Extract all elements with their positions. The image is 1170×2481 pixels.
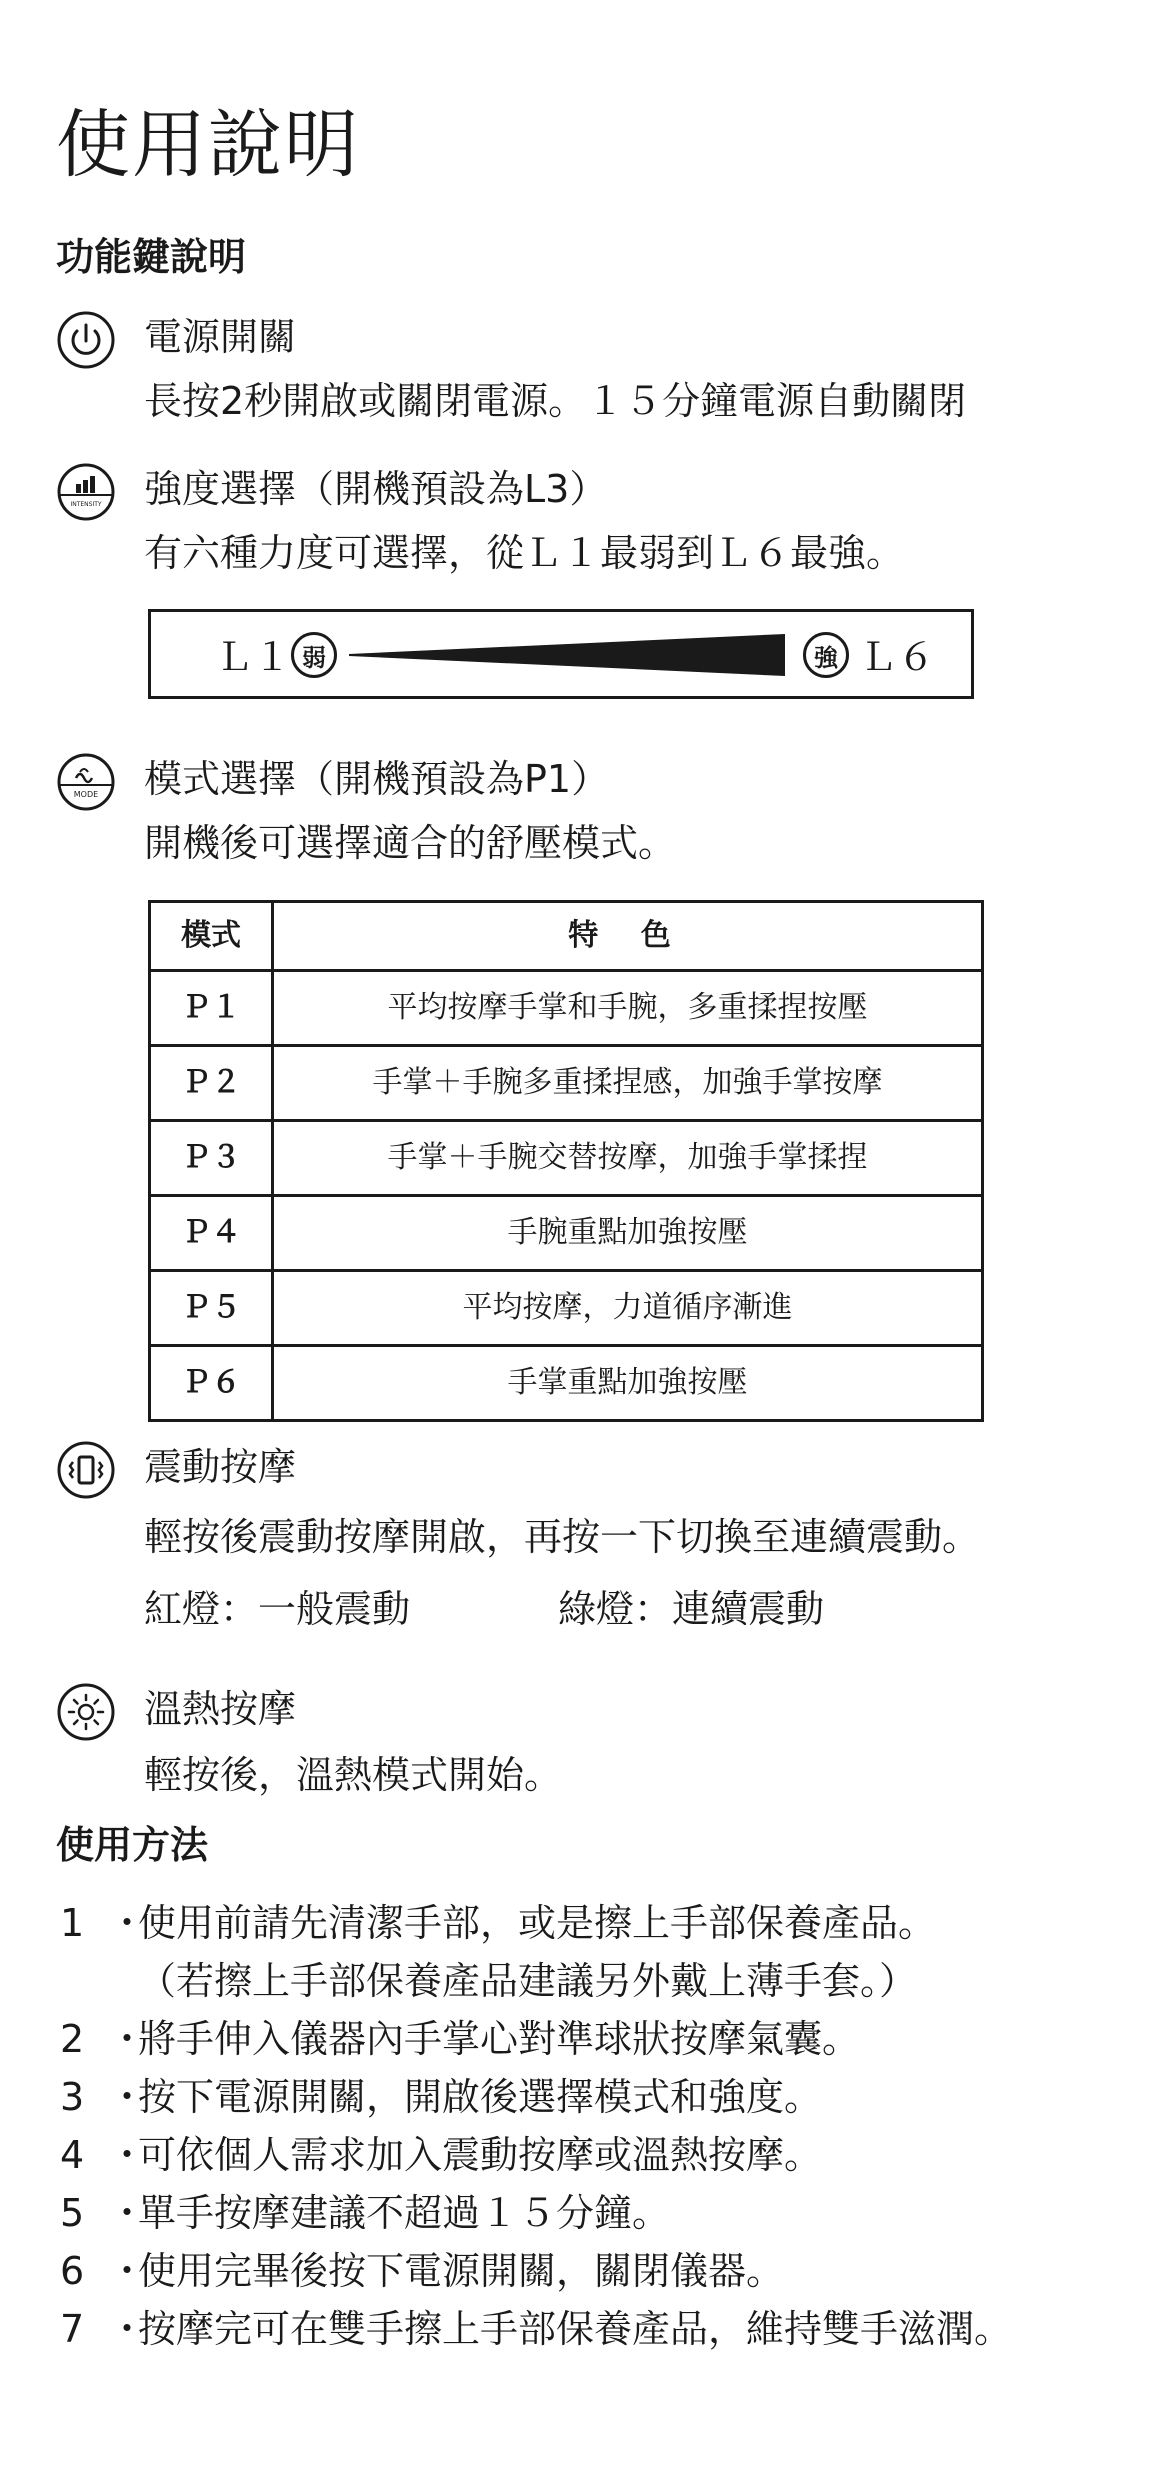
usage-section-heading: 使用方法 [56,1823,209,1867]
feature-cell: 手掌＋手腕多重揉捏感，加強手掌按摩 [273,1046,983,1121]
light-legend [144,1587,825,1631]
mode-cell: Ｐ６ [150,1346,273,1421]
intensity-title: 強度選擇（開機預設為L3） [144,467,608,511]
power-icon [56,310,116,370]
step-number: 1 [60,1901,85,1945]
mode-cell: Ｐ３ [150,1121,273,1196]
step-text: 將手伸入儀器內手掌心對準球狀按摩氣囊。 [138,2017,861,2061]
step-number: 2 [60,2017,85,2061]
step-number: 3 [60,2075,85,2119]
vibration-desc: 輕按後震動按摩開啟，再按一下切換至連續震動。 [144,1515,981,1559]
mode-desc: 開機後可選擇適合的舒壓模式。 [144,821,677,865]
page-title: 使用說明 [56,102,360,188]
mode-icon-label: MODE [73,790,99,799]
step-text: 單手按摩建議不超過１５分鐘。 [138,2191,671,2235]
feature-cell: 平均按摩，力道循序漸進 [273,1271,983,1346]
strong-badge: 強 [803,632,849,678]
step-number: 5 [60,2191,85,2235]
green-light-note: 綠燈：連續震動 [558,1587,825,1631]
intensity-desc: 有六種力度可選擇，從Ｌ１最弱到Ｌ６最強。 [144,531,905,575]
power-desc: 長按2秒開啟或關閉電源。１５分鐘電源自動關閉 [144,379,967,423]
weak-badge: 弱 [291,632,337,678]
step-number: 4 [60,2133,85,2177]
table-row [150,1121,983,1196]
step-text: 按下電源開關，開啟後選擇模式和強度。 [138,2075,823,2119]
mode-cell: Ｐ２ [150,1046,273,1121]
step-separator: ・ [108,2191,147,2235]
sun-icon [56,1682,116,1742]
mode-icon [56,752,116,812]
step-separator: ・ [108,2249,147,2293]
step-separator: ・ [108,2075,147,2119]
function-section-heading: 功能鍵說明 [56,235,247,279]
vibration-icon [56,1440,116,1500]
mode-title: 模式選擇（開機預設為P1） [144,757,610,801]
intensity-bar-min-label: Ｌ１ [215,635,292,679]
heat-title: 溫熱按摩 [144,1687,297,1731]
step-separator: ・ [108,1901,147,1945]
step-separator: ・ [108,2307,147,2351]
table-row [150,971,983,1046]
power-title: 電源開關 [144,315,297,359]
feature-cell: 手掌重點加強按壓 [273,1346,983,1421]
step-text: 使用前請先清潔手部，或是擦上手部保養產品。 [138,1901,937,1945]
mode-cell: Ｐ４ [150,1196,273,1271]
mode-cell: Ｐ１ [150,971,273,1046]
mode-column-header: 模式 [150,902,273,971]
mode-cell: Ｐ５ [150,1271,273,1346]
intensity-icon-label: INTENSITY [70,501,102,508]
step-number: 7 [60,2307,85,2351]
feature-cell: 平均按摩手掌和手腕，多重揉捏按壓 [273,971,983,1046]
feature-cell: 手腕重點加強按壓 [273,1196,983,1271]
intensity-wedge [349,634,785,676]
mode-table-header [150,902,983,971]
table-row [150,1346,983,1421]
step-text: 使用完畢後按下電源開關，關閉儀器。 [138,2249,785,2293]
heat-desc: 輕按後，溫熱模式開始。 [144,1753,563,1797]
intensity-icon [56,462,116,522]
step-separator: ・ [108,2017,147,2061]
table-row [150,1046,983,1121]
mode-table [148,900,984,1422]
feature-column-header: 特 色 [273,902,983,971]
step-number: 6 [60,2249,85,2293]
step-separator: ・ [108,2133,147,2177]
intensity-bar [148,609,974,699]
table-row [150,1196,983,1271]
step-text: 可依個人需求加入震動按摩或溫熱按摩。 [138,2133,823,2177]
table-row [150,1271,983,1346]
red-light-note: 紅燈：一般震動 [144,1587,411,1631]
step-note: （若擦上手部保養產品建議另外戴上薄手套。） [138,1959,918,2003]
vibration-title: 震動按摩 [144,1445,297,1489]
step-text: 按摩完可在雙手擦上手部保養產品，維持雙手滋潤。 [138,2307,1013,2351]
intensity-bar-max-label: Ｌ６ [859,635,936,679]
feature-cell: 手掌＋手腕交替按摩，加強手掌揉捏 [273,1121,983,1196]
